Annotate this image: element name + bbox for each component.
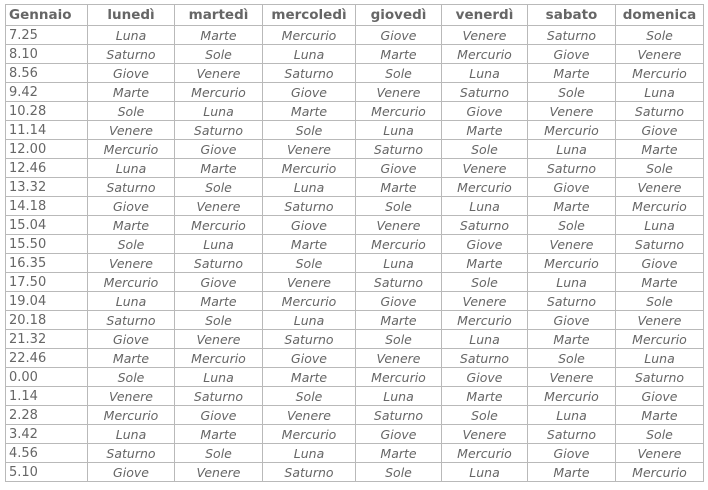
- planet-cell: Marte: [175, 159, 263, 178]
- planet-cell: Sole: [528, 83, 616, 102]
- table-row: [6, 140, 704, 159]
- planet-cell: Venere: [263, 406, 356, 425]
- month-header: Gennaio: [6, 5, 88, 26]
- planet-cell: Marte: [528, 463, 616, 482]
- table-row: [6, 235, 704, 254]
- planet-cell: Sole: [442, 140, 528, 159]
- planet-cell: Luna: [88, 159, 175, 178]
- planet-cell: Giove: [263, 83, 356, 102]
- time-cell: 13.32: [6, 178, 88, 197]
- time-cell: 8.10: [6, 45, 88, 64]
- planet-cell: Luna: [175, 102, 263, 121]
- table-row: [6, 83, 704, 102]
- time-cell: 9.42: [6, 83, 88, 102]
- planet-cell: Giove: [442, 235, 528, 254]
- planet-cell: Marte: [616, 140, 704, 159]
- time-cell: 16.35: [6, 254, 88, 273]
- planet-cell: Giove: [88, 197, 175, 216]
- planet-cell: Luna: [442, 64, 528, 83]
- planet-cell: Marte: [263, 235, 356, 254]
- planet-cell: Luna: [263, 311, 356, 330]
- planet-cell: Mercurio: [442, 178, 528, 197]
- table-row: [6, 102, 704, 121]
- planet-cell: Sole: [442, 406, 528, 425]
- planet-cell: Giove: [88, 463, 175, 482]
- planet-cell: Venere: [528, 368, 616, 387]
- planet-cell: Venere: [175, 330, 263, 349]
- planet-cell: Giove: [442, 102, 528, 121]
- planet-cell: Mercurio: [263, 26, 356, 45]
- planet-cell: Marte: [528, 197, 616, 216]
- planet-cell: Giove: [356, 26, 442, 45]
- planet-cell: Marte: [442, 254, 528, 273]
- day-header: giovedì: [356, 5, 442, 26]
- planetary-hours-table-container: [5, 4, 704, 482]
- table-row: [6, 159, 704, 178]
- planet-cell: Mercurio: [356, 102, 442, 121]
- planet-cell: Venere: [263, 140, 356, 159]
- planet-cell: Giove: [616, 121, 704, 140]
- time-cell: 2.28: [6, 406, 88, 425]
- planet-cell: Sole: [356, 463, 442, 482]
- table-row: [6, 463, 704, 482]
- planet-cell: Giove: [356, 159, 442, 178]
- table-row: [6, 45, 704, 64]
- planet-cell: Luna: [356, 121, 442, 140]
- planet-cell: Mercurio: [175, 216, 263, 235]
- planet-cell: Sole: [528, 349, 616, 368]
- planet-cell: Venere: [442, 159, 528, 178]
- planet-cell: Sole: [356, 330, 442, 349]
- day-header: martedì: [175, 5, 263, 26]
- table-row: [6, 387, 704, 406]
- planet-cell: Sole: [616, 26, 704, 45]
- planet-cell: Luna: [88, 26, 175, 45]
- table-row: [6, 254, 704, 273]
- time-cell: 10.28: [6, 102, 88, 121]
- planet-cell: Marte: [442, 121, 528, 140]
- day-header: mercoledì: [263, 5, 356, 26]
- planet-cell: Mercurio: [263, 159, 356, 178]
- planet-cell: Saturno: [442, 349, 528, 368]
- planet-cell: Mercurio: [88, 140, 175, 159]
- table-body: [6, 26, 704, 482]
- planet-cell: Marte: [616, 406, 704, 425]
- planet-cell: Venere: [88, 121, 175, 140]
- planet-cell: Venere: [175, 64, 263, 83]
- day-header: venerdì: [442, 5, 528, 26]
- planet-cell: Saturno: [263, 197, 356, 216]
- planet-cell: Saturno: [356, 140, 442, 159]
- planet-cell: Saturno: [356, 273, 442, 292]
- planet-cell: Mercurio: [616, 463, 704, 482]
- planet-cell: Giove: [175, 140, 263, 159]
- time-cell: 21.32: [6, 330, 88, 349]
- planet-cell: Venere: [356, 216, 442, 235]
- planet-cell: Saturno: [528, 425, 616, 444]
- planet-cell: Luna: [263, 178, 356, 197]
- planet-cell: Saturno: [616, 235, 704, 254]
- planet-cell: Giove: [528, 311, 616, 330]
- planet-cell: Saturno: [263, 64, 356, 83]
- planet-cell: Marte: [356, 444, 442, 463]
- planet-cell: Mercurio: [356, 368, 442, 387]
- planet-cell: Sole: [356, 64, 442, 83]
- time-cell: 5.10: [6, 463, 88, 482]
- planet-cell: Giove: [88, 330, 175, 349]
- time-cell: 15.04: [6, 216, 88, 235]
- planet-cell: Mercurio: [356, 235, 442, 254]
- planet-cell: Giove: [442, 368, 528, 387]
- table-row: [6, 197, 704, 216]
- planet-cell: Saturno: [175, 121, 263, 140]
- planet-cell: Venere: [616, 178, 704, 197]
- planet-cell: Mercurio: [88, 406, 175, 425]
- table-row: [6, 330, 704, 349]
- planet-cell: Venere: [175, 197, 263, 216]
- planet-cell: Venere: [88, 254, 175, 273]
- planet-cell: Luna: [356, 387, 442, 406]
- table-row: [6, 292, 704, 311]
- time-cell: 11.14: [6, 121, 88, 140]
- planet-cell: Mercurio: [442, 45, 528, 64]
- planet-cell: Marte: [88, 83, 175, 102]
- planet-cell: Marte: [356, 45, 442, 64]
- table-row: [6, 311, 704, 330]
- planet-cell: Giove: [528, 178, 616, 197]
- planet-cell: Venere: [88, 387, 175, 406]
- planet-cell: Saturno: [175, 387, 263, 406]
- time-cell: 14.18: [6, 197, 88, 216]
- planet-cell: Mercurio: [442, 444, 528, 463]
- planet-cell: Sole: [88, 235, 175, 254]
- planet-cell: Saturno: [263, 463, 356, 482]
- planet-cell: Giove: [175, 273, 263, 292]
- planet-cell: Giove: [528, 45, 616, 64]
- planet-cell: Luna: [175, 235, 263, 254]
- table-row: [6, 64, 704, 83]
- planet-cell: Luna: [175, 368, 263, 387]
- planet-cell: Luna: [616, 83, 704, 102]
- planet-cell: Venere: [356, 83, 442, 102]
- planet-cell: Mercurio: [263, 292, 356, 311]
- planet-cell: Giove: [175, 406, 263, 425]
- planet-cell: Marte: [175, 292, 263, 311]
- planet-cell: Marte: [442, 387, 528, 406]
- time-cell: 12.46: [6, 159, 88, 178]
- planet-cell: Sole: [356, 197, 442, 216]
- planet-cell: Saturno: [88, 444, 175, 463]
- planet-cell: Luna: [528, 406, 616, 425]
- planet-cell: Luna: [88, 292, 175, 311]
- time-cell: 3.42: [6, 425, 88, 444]
- table-row: [6, 368, 704, 387]
- table-row: [6, 121, 704, 140]
- day-header: lunedì: [88, 5, 175, 26]
- time-cell: 17.50: [6, 273, 88, 292]
- planet-cell: Sole: [263, 254, 356, 273]
- planet-cell: Sole: [175, 444, 263, 463]
- planet-cell: Marte: [175, 425, 263, 444]
- planet-cell: Venere: [442, 425, 528, 444]
- time-cell: 1.14: [6, 387, 88, 406]
- planet-cell: Venere: [442, 292, 528, 311]
- table-row: [6, 349, 704, 368]
- planet-cell: Venere: [356, 349, 442, 368]
- planet-cell: Sole: [616, 425, 704, 444]
- planet-cell: Sole: [175, 178, 263, 197]
- planet-cell: Venere: [528, 102, 616, 121]
- planet-cell: Sole: [442, 273, 528, 292]
- planet-cell: Venere: [616, 311, 704, 330]
- planet-cell: Sole: [88, 102, 175, 121]
- planet-cell: Saturno: [442, 216, 528, 235]
- planet-cell: Sole: [175, 311, 263, 330]
- planet-cell: Giove: [88, 64, 175, 83]
- time-cell: 22.46: [6, 349, 88, 368]
- planet-cell: Mercurio: [88, 273, 175, 292]
- planet-cell: Marte: [528, 64, 616, 83]
- planet-cell: Luna: [263, 444, 356, 463]
- planet-cell: Marte: [263, 368, 356, 387]
- time-cell: 4.56: [6, 444, 88, 463]
- planet-cell: Saturno: [356, 406, 442, 425]
- planet-cell: Saturno: [88, 311, 175, 330]
- planet-cell: Mercurio: [528, 387, 616, 406]
- planet-cell: Saturno: [616, 102, 704, 121]
- planet-cell: Sole: [616, 292, 704, 311]
- planet-cell: Luna: [442, 197, 528, 216]
- planet-cell: Giove: [528, 444, 616, 463]
- planet-cell: Sole: [263, 121, 356, 140]
- planet-cell: Luna: [616, 349, 704, 368]
- planet-cell: Marte: [616, 273, 704, 292]
- planet-cell: Giove: [356, 292, 442, 311]
- planet-cell: Sole: [175, 45, 263, 64]
- planet-cell: Mercurio: [442, 311, 528, 330]
- planet-cell: Marte: [88, 349, 175, 368]
- planet-cell: Saturno: [175, 254, 263, 273]
- time-cell: 7.25: [6, 26, 88, 45]
- planet-cell: Luna: [528, 273, 616, 292]
- planetary-hours-table: [5, 4, 704, 482]
- planet-cell: Giove: [263, 349, 356, 368]
- day-header: domenica: [616, 5, 704, 26]
- table-row: [6, 178, 704, 197]
- planet-cell: Marte: [528, 330, 616, 349]
- planet-cell: Giove: [616, 387, 704, 406]
- planet-cell: Venere: [528, 235, 616, 254]
- planet-cell: Mercurio: [528, 254, 616, 273]
- planet-cell: Saturno: [528, 292, 616, 311]
- table-row: [6, 444, 704, 463]
- planet-cell: Sole: [88, 368, 175, 387]
- planet-cell: Mercurio: [616, 330, 704, 349]
- table-row: [6, 425, 704, 444]
- planet-cell: Luna: [442, 463, 528, 482]
- time-cell: 8.56: [6, 64, 88, 83]
- planet-cell: Saturno: [528, 26, 616, 45]
- planet-cell: Marte: [263, 102, 356, 121]
- planet-cell: Marte: [356, 178, 442, 197]
- time-cell: 19.04: [6, 292, 88, 311]
- planet-cell: Saturno: [88, 45, 175, 64]
- planet-cell: Luna: [88, 425, 175, 444]
- day-header: sabato: [528, 5, 616, 26]
- planet-cell: Mercurio: [528, 121, 616, 140]
- time-cell: 15.50: [6, 235, 88, 254]
- planet-cell: Marte: [356, 311, 442, 330]
- table-row: [6, 406, 704, 425]
- planet-cell: Luna: [442, 330, 528, 349]
- planet-cell: Giove: [356, 425, 442, 444]
- planet-cell: Saturno: [616, 368, 704, 387]
- time-cell: 0.00: [6, 368, 88, 387]
- planet-cell: Saturno: [442, 83, 528, 102]
- planet-cell: Luna: [356, 254, 442, 273]
- planet-cell: Luna: [263, 45, 356, 64]
- planet-cell: Marte: [88, 216, 175, 235]
- planet-cell: Giove: [263, 216, 356, 235]
- planet-cell: Luna: [616, 216, 704, 235]
- planet-cell: Sole: [263, 387, 356, 406]
- planet-cell: Venere: [175, 463, 263, 482]
- planet-cell: Venere: [442, 26, 528, 45]
- planet-cell: Mercurio: [263, 425, 356, 444]
- planet-cell: Saturno: [263, 330, 356, 349]
- planet-cell: Sole: [616, 159, 704, 178]
- planet-cell: Venere: [263, 273, 356, 292]
- planet-cell: Mercurio: [175, 349, 263, 368]
- planet-cell: Mercurio: [175, 83, 263, 102]
- planet-cell: Mercurio: [616, 197, 704, 216]
- planet-cell: Giove: [616, 254, 704, 273]
- table-row: [6, 273, 704, 292]
- header-row: [6, 5, 704, 26]
- table-row: [6, 26, 704, 45]
- planet-cell: Venere: [616, 45, 704, 64]
- planet-cell: Marte: [175, 26, 263, 45]
- time-cell: 12.00: [6, 140, 88, 159]
- planet-cell: Luna: [528, 140, 616, 159]
- planet-cell: Venere: [616, 444, 704, 463]
- planet-cell: Saturno: [528, 159, 616, 178]
- planet-cell: Mercurio: [616, 64, 704, 83]
- time-cell: 20.18: [6, 311, 88, 330]
- planet-cell: Saturno: [88, 178, 175, 197]
- table-row: [6, 216, 704, 235]
- planet-cell: Sole: [528, 216, 616, 235]
